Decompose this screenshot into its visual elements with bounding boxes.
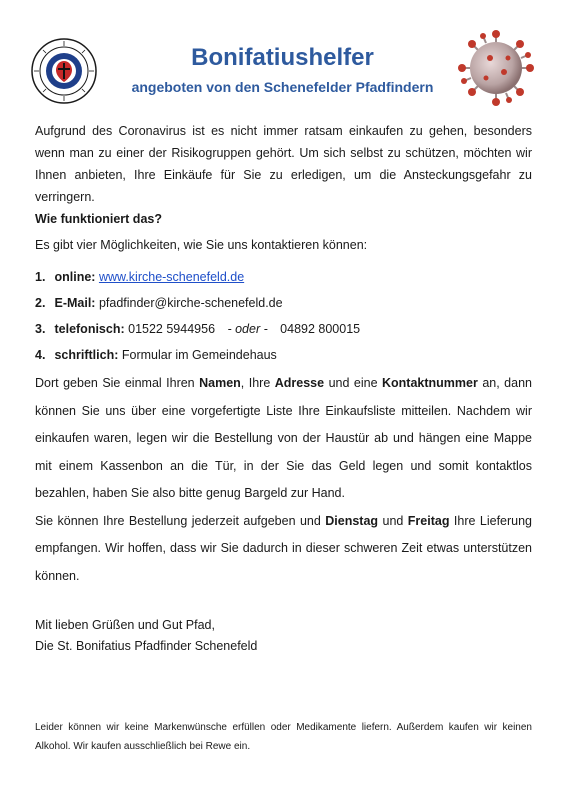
instructions-text	[35, 370, 532, 590]
section-heading: Wie funktioniert das?	[35, 212, 162, 226]
list-item	[35, 316, 532, 342]
contact-label: E-Mail:	[54, 296, 96, 310]
closing-greeting: Mit lieben Grüßen und Gut Pfad,	[35, 618, 215, 632]
intro-paragraph: Aufgrund des Coronavirus ist es nicht immer ratsam einkaufen zu gehen, besonders wenn man zu einer der Risikogruppen gehört. Um sich selbst zu schützen, möchten wir Ihnen anbieten, Ihre Einkäufe für Sie zu erledigen, um die Ansteckungsgefahr zu verringern.	[35, 124, 532, 204]
coronavirus-icon	[456, 28, 536, 108]
written-form-location: Formular im Gemeindehaus	[121, 348, 277, 362]
list-item	[35, 264, 532, 290]
list-number: 1.	[35, 270, 46, 284]
list-number: 2.	[35, 296, 46, 310]
list-item	[35, 290, 532, 316]
phone-number-alt: 04892 800015	[280, 322, 361, 336]
instructions-paragraph-1: Dort geben Sie einmal Ihren Namen, Ihre Adresse und eine Kontaktnummer an, dann können Sie uns über eine vorgefertigte Liste Ihre Einkaufsliste mitteilen. Nachdem wir einkaufen waren, legen wir die Bestellung von der Haustür ab und hängen eine Mappe mit einem Kassenbon an die Tür, in der Sie das Geld legen und somit kontaktlos bezahlen, haben Sie also bitte genug Bargeld zur Hand.	[35, 376, 532, 500]
page-subtitle: angeboten von den Schenefelder Pfadfindern	[131, 79, 434, 95]
contact-list	[35, 264, 532, 368]
list-item	[35, 342, 532, 368]
signature: Die St. Bonifatius Pfadfinder Schenefeld	[35, 639, 258, 653]
or-separator: - oder -	[227, 322, 268, 336]
website-link[interactable]: www.kirche-schenefeld.de	[98, 270, 245, 284]
contact-ways-intro: Es gibt vier Möglichkeiten, wie Sie uns kontaktieren können:	[35, 238, 368, 252]
contact-label: online:	[54, 270, 96, 284]
contact-label: schriftlich:	[54, 348, 119, 362]
closing-signature	[35, 615, 532, 657]
list-number: 4.	[35, 348, 46, 362]
contact-label: telefonisch:	[54, 322, 125, 336]
list-number: 3.	[35, 322, 46, 336]
email-address: pfadfinder@kirche-schenefeld.de	[98, 296, 283, 310]
page-title: Bonifatiushelfer	[191, 44, 374, 71]
instructions-paragraph-2: Sie können Ihre Bestellung jederzeit aufgeben und Dienstag und Freitag Ihre Lieferung empfangen. Wir hoffen, dass wir Sie dadurch in dieser schweren Zeit etwas unterstützen können.	[35, 513, 533, 583]
phone-number: 01522 5944956	[128, 322, 216, 336]
footer-note: Leider können wir keine Markenwünsche erfüllen oder Medikamente liefern. Außerdem kaufen wir keinen Alkohol. Wir kaufen ausschließlich bei Rewe ein.	[35, 722, 532, 752]
